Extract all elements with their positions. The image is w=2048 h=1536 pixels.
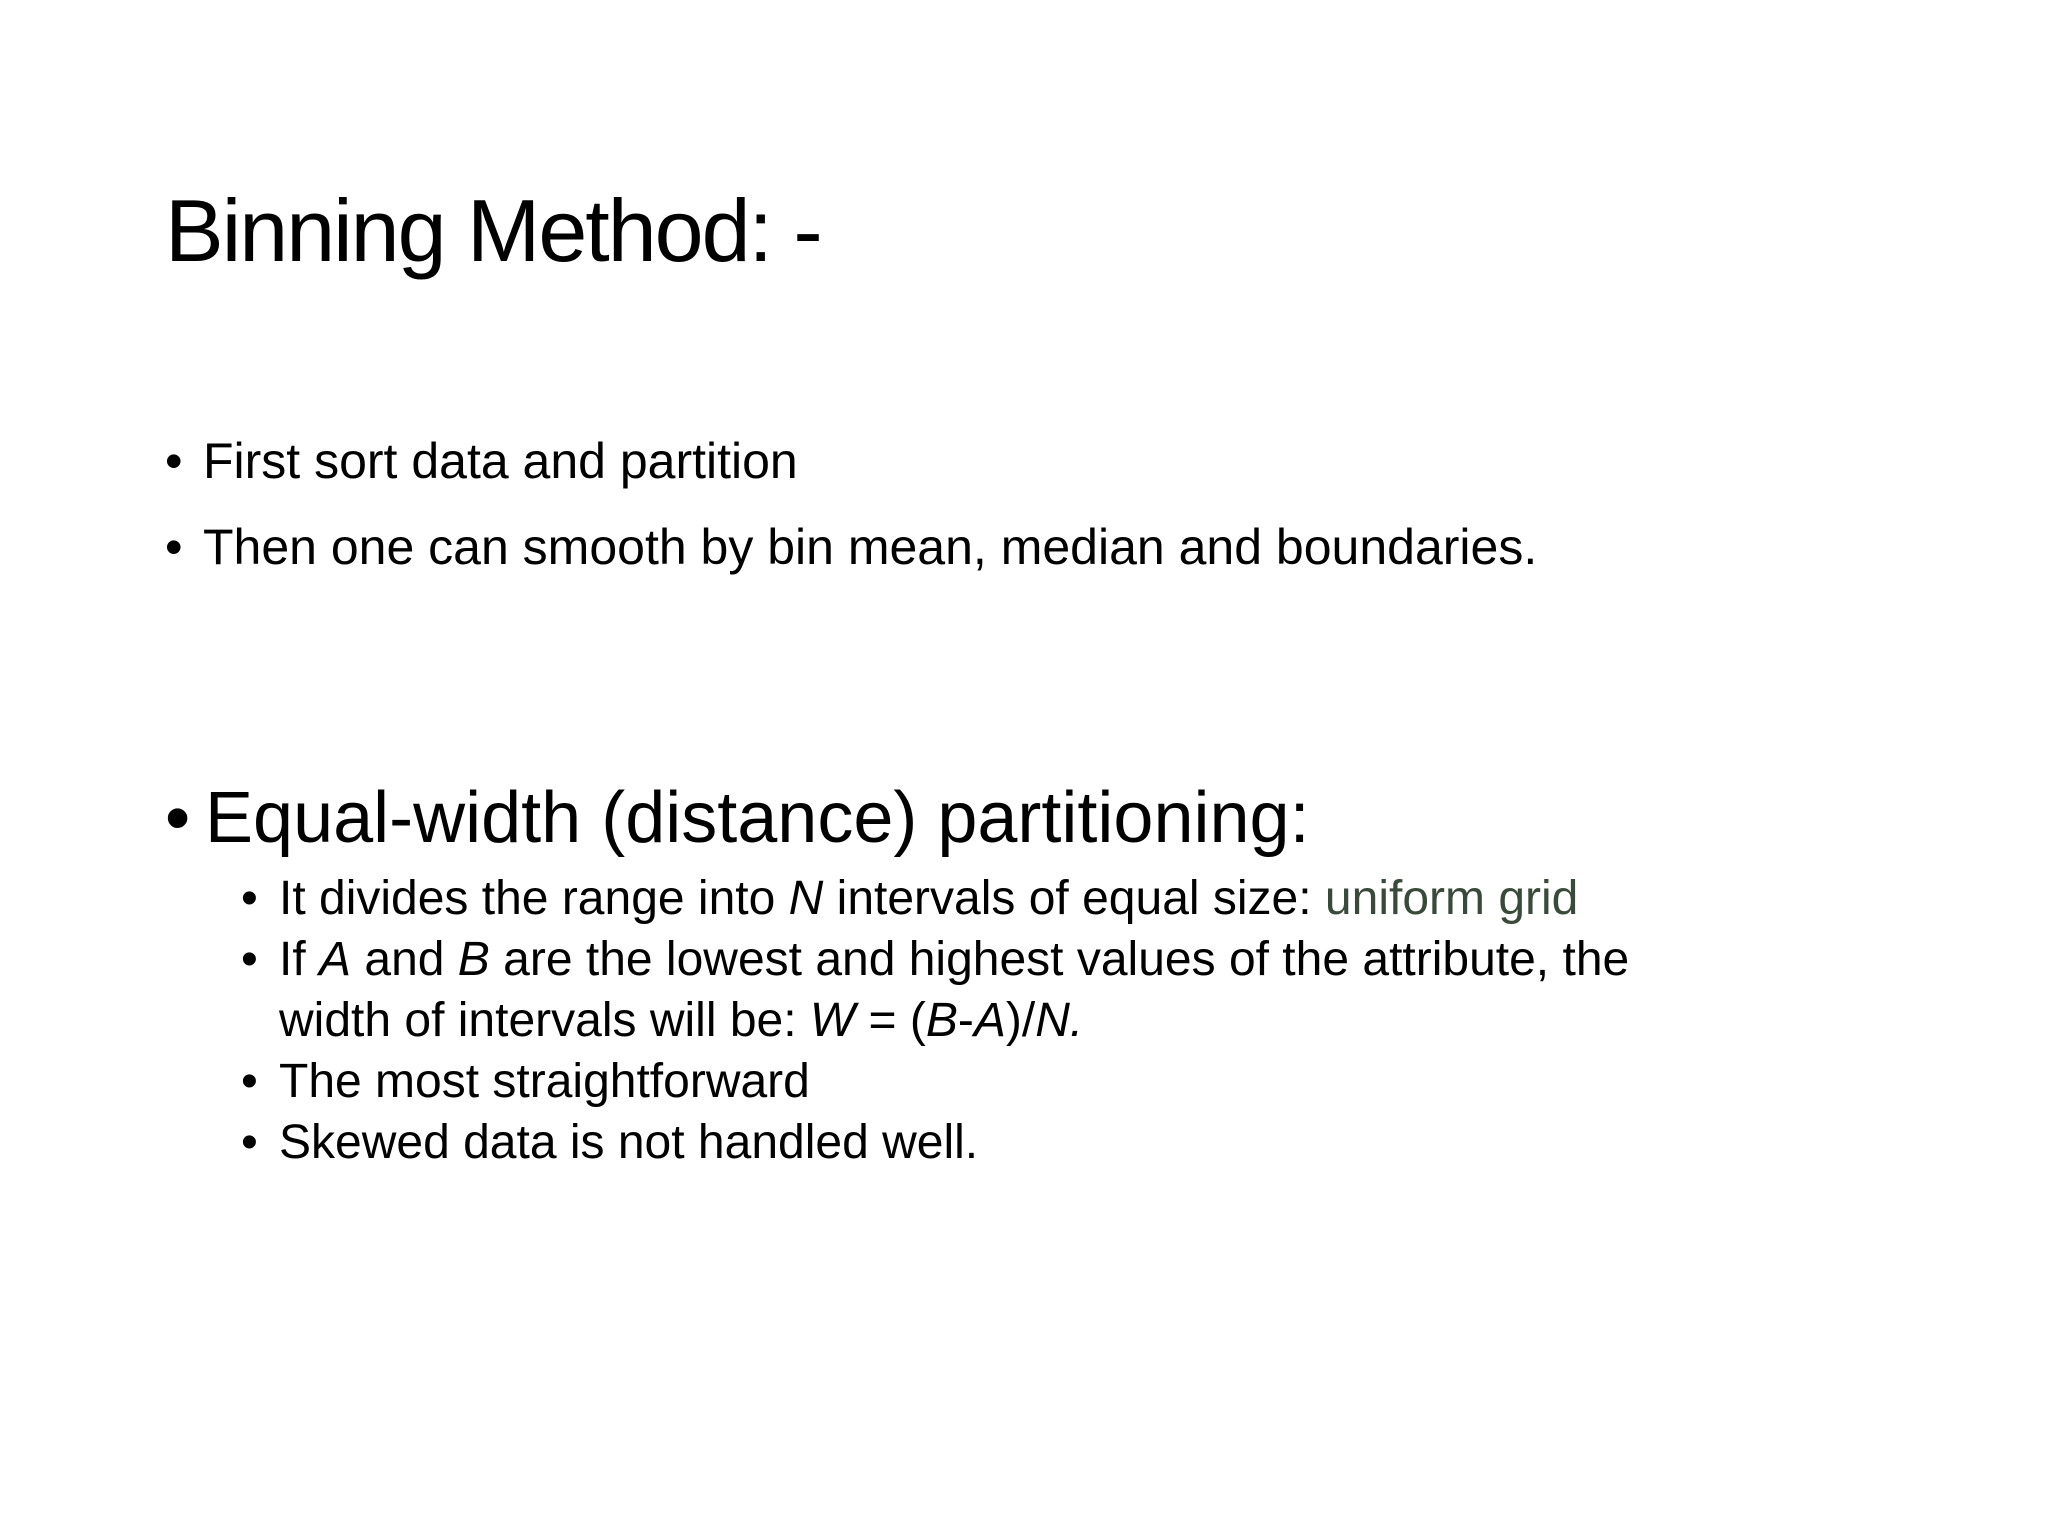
- bullet-text-part: and: [351, 933, 458, 986]
- bullet-line-2: [279, 990, 1985, 1051]
- bullet-icon: •: [165, 433, 183, 489]
- list-item: [165, 504, 1965, 590]
- bullet-text: Then one can smooth by bin mean, median and boundaries.: [203, 519, 1538, 575]
- bullet-icon: •: [165, 778, 191, 858]
- list-item: [165, 418, 1965, 504]
- variable-n: N.: [1035, 994, 1084, 1047]
- list-item: [165, 1112, 1985, 1173]
- bullet-text-part: If: [279, 933, 320, 986]
- bullet-text-part: = (: [855, 994, 926, 1047]
- variable-a: A: [319, 933, 352, 986]
- variable-w: W: [809, 994, 856, 1047]
- list-item: [165, 929, 1985, 1051]
- variable-b: B: [457, 933, 490, 986]
- variable-n: N: [788, 872, 824, 925]
- highlight-text: uniform grid: [1324, 872, 1579, 925]
- list-item: [165, 868, 1985, 929]
- bullet-text-part: -: [957, 994, 974, 1047]
- section-heading: Equal-width (distance) partitioning:: [205, 778, 1310, 858]
- bullet-text-part: are the lowest and highest values of the attribute, the: [489, 933, 1630, 986]
- bullet-text: Skewed data is not handled well.: [279, 1116, 979, 1169]
- bullet-text-part: width of intervals will be:: [279, 994, 810, 1047]
- slide-title: Binning Method: -: [165, 181, 821, 280]
- bullet-text: The most straightforward: [279, 1055, 810, 1108]
- bullet-text: First sort data and partition: [203, 433, 798, 489]
- bullet-text-part: )/: [1005, 994, 1036, 1047]
- bullet-text-part: intervals of equal size:: [823, 872, 1325, 925]
- bullet-line-1: [279, 929, 1985, 990]
- bullet-icon: •: [241, 933, 258, 986]
- variable-a: A: [973, 994, 1006, 1047]
- bullet-icon: •: [241, 1116, 258, 1169]
- bullet-icon: •: [165, 519, 183, 575]
- bullet-icon: •: [241, 1055, 258, 1108]
- equal-width-section: [165, 768, 1985, 1173]
- bullet-icon: •: [241, 872, 258, 925]
- list-item: [165, 1051, 1985, 1112]
- variable-b: B: [925, 994, 958, 1047]
- top-bullet-list: [165, 418, 1965, 590]
- bullet-text-part: It divides the range into: [279, 872, 789, 925]
- section-heading-item: [165, 768, 1985, 868]
